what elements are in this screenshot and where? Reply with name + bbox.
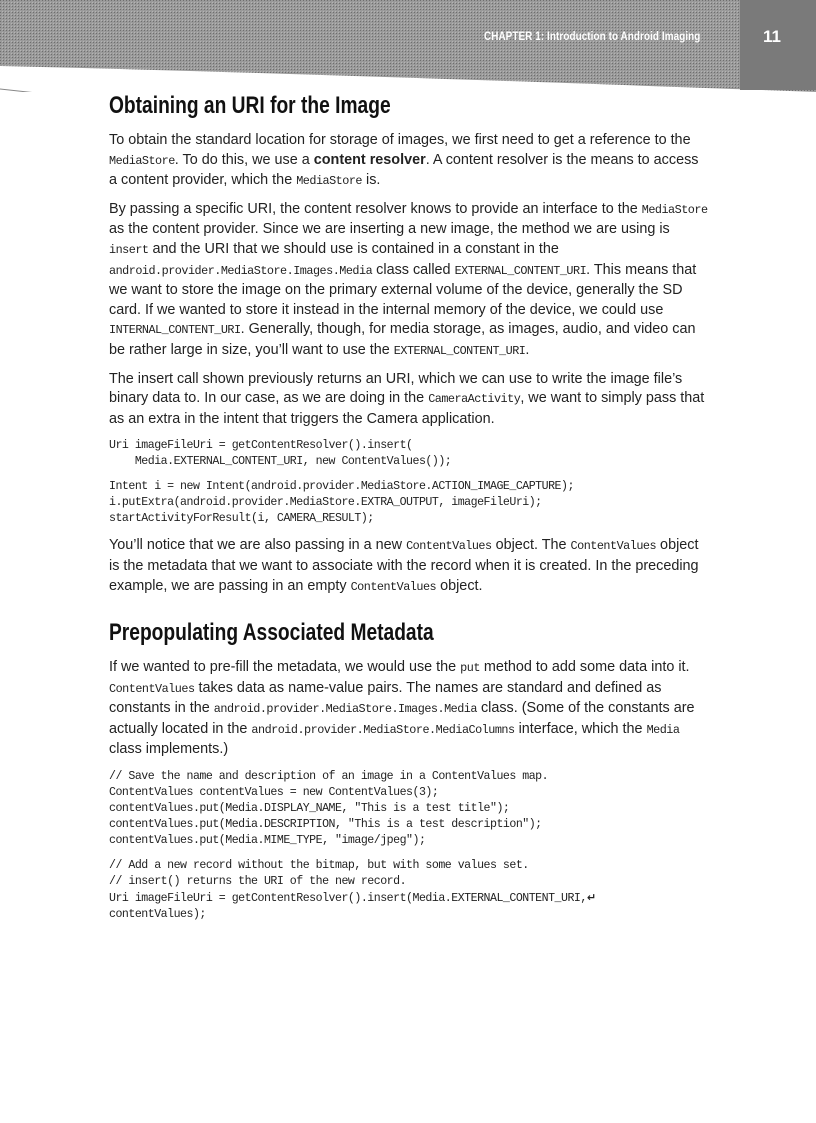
text-run: class called	[372, 261, 455, 278]
text-run: . A content resolver is the means to access a content provider, which the	[109, 151, 699, 189]
inline-code: MediaStore	[641, 202, 708, 217]
paragraph-content-resolver	[109, 131, 709, 192]
paragraph-put-method	[109, 658, 709, 760]
text-run: class implements.)	[109, 741, 229, 758]
inline-code: ContentValues	[406, 539, 492, 554]
inline-code: android.provider.MediaStore.Images.Media	[213, 702, 477, 717]
text-run: class. (Some of the constants are actually located in the	[109, 700, 695, 737]
text-run: .	[525, 341, 530, 358]
text-run: object is the metadata that we want to associate with the record when it is created. In the preceding example, we are passing in an empty	[109, 537, 699, 594]
text-run: . Generally, though, for media storage, as images, audio, and video can be rather large in size, you’ll want to use the	[109, 321, 696, 358]
text-run: To obtain the standard location for storage of images, we first need to get a reference to the	[109, 132, 691, 148]
inline-code: EXTERNAL_CONTENT_URI	[393, 343, 526, 358]
code-block-insert-record	[109, 858, 709, 923]
inline-code: CameraActivity	[428, 392, 521, 407]
text-run: By passing a specific URI, the content resolver knows to provide an interface to the	[109, 200, 642, 217]
code-block-content-values-map: // Save the name and description of an image in a ContentValues map. ContentValues contentValues = new ContentValues(3); contentValues.put(Media.DISPLAY_NAME, "This is a test title"); contentValues.put(Media.DESCRIPTION, "This is a test description"); contentValues.put(Media.MIME_TYPE, "image/jpeg");	[109, 770, 549, 848]
page-content	[109, 92, 709, 923]
paragraph-external-content-uri	[109, 200, 709, 362]
inline-code: ContentValues	[570, 539, 657, 554]
inline-code: insert	[109, 242, 149, 257]
inline-code: android.provider.MediaStore.MediaColumns	[251, 722, 515, 737]
inline-code: INTERNAL_CONTENT_URI	[109, 323, 241, 338]
text-run: as the content provider. Since we are inserting a new image, the method we are using is	[109, 221, 670, 238]
bold-term: content resolver	[313, 151, 426, 168]
inline-code: put	[460, 661, 480, 676]
text-run: , we want to simply pass that as an extra in the intent that triggers the Camera application.	[109, 390, 705, 427]
text-run: takes data as name-value pairs. The names are standard and defined as constants in the	[109, 679, 662, 717]
text-run: . To do this, we use a	[174, 151, 314, 168]
inline-code: android.provider.MediaStore.Images.Media	[109, 263, 373, 278]
text-run: method to add some data into it.	[479, 659, 690, 676]
text-run: . This means that we want to store the image on the primary external volume of the device, generally the SD card. If we wanted to store it instead in the internal memory of the device, we could use	[109, 261, 697, 318]
inline-code: ContentValues	[109, 681, 195, 696]
paragraph-insert-call	[109, 370, 709, 430]
section-heading-prepopulating-metadata: Prepopulating Associated Metadata	[109, 619, 434, 647]
code-insert-record-lines	[109, 858, 709, 907]
running-header-band	[0, 0, 816, 92]
page-number: 11	[763, 27, 781, 46]
text-run: If we wanted to pre-fill the metadata, we would use the	[109, 659, 461, 676]
code-insert-record-text: // Add a new record without the bitmap, but with some values set. // insert() returns the URI of the new record. Uri imageFileUri = getContentResolver().insert(Media.EXTERNAL_CONTENT_URI,	[109, 859, 587, 906]
section-heading-obtaining-uri: Obtaining an URI for the Image	[109, 92, 391, 119]
paragraph-content-values	[109, 536, 709, 597]
text-run: object. The	[491, 537, 571, 554]
text-run: You’ll notice that we are also passing in a new	[109, 537, 407, 554]
inline-code: MediaStore	[109, 153, 175, 168]
text-run: is.	[362, 172, 381, 189]
text-run: interface, which the	[514, 720, 647, 737]
code-insert-record-continuation: contentValues);	[109, 908, 206, 922]
inline-code: MediaStore	[296, 174, 362, 189]
header-banner-shape	[0, 0, 816, 92]
text-run: The insert call shown previously returns an URI, which we can use to write the image file’s binary data to. In our case, as we are doing in the	[109, 370, 683, 407]
inline-code: Media	[646, 722, 680, 737]
code-block-insert-uri: Uri imageFileUri = getContentResolver().insert( Media.EXTERNAL_CONTENT_URI, new ContentValues());	[109, 439, 452, 469]
text-run: and the URI that we should use is contained in a constant in the	[148, 240, 559, 257]
chapter-running-head: CHAPTER 1: Introduction to Android Imaging	[484, 31, 701, 43]
text-run: object.	[436, 577, 483, 594]
line-continuation-arrow-icon: ↵	[586, 891, 596, 905]
code-block-camera-intent: Intent i = new Intent(android.provider.MediaStore.ACTION_IMAGE_CAPTURE); i.putExtra(android.provider.MediaStore.EXTRA_OUTPUT, imageFileUri); startActivityForResult(i, CAMERA_RESULT);	[109, 480, 574, 526]
inline-code: ContentValues	[350, 579, 437, 594]
inline-code: EXTERNAL_CONTENT_URI	[454, 263, 587, 278]
